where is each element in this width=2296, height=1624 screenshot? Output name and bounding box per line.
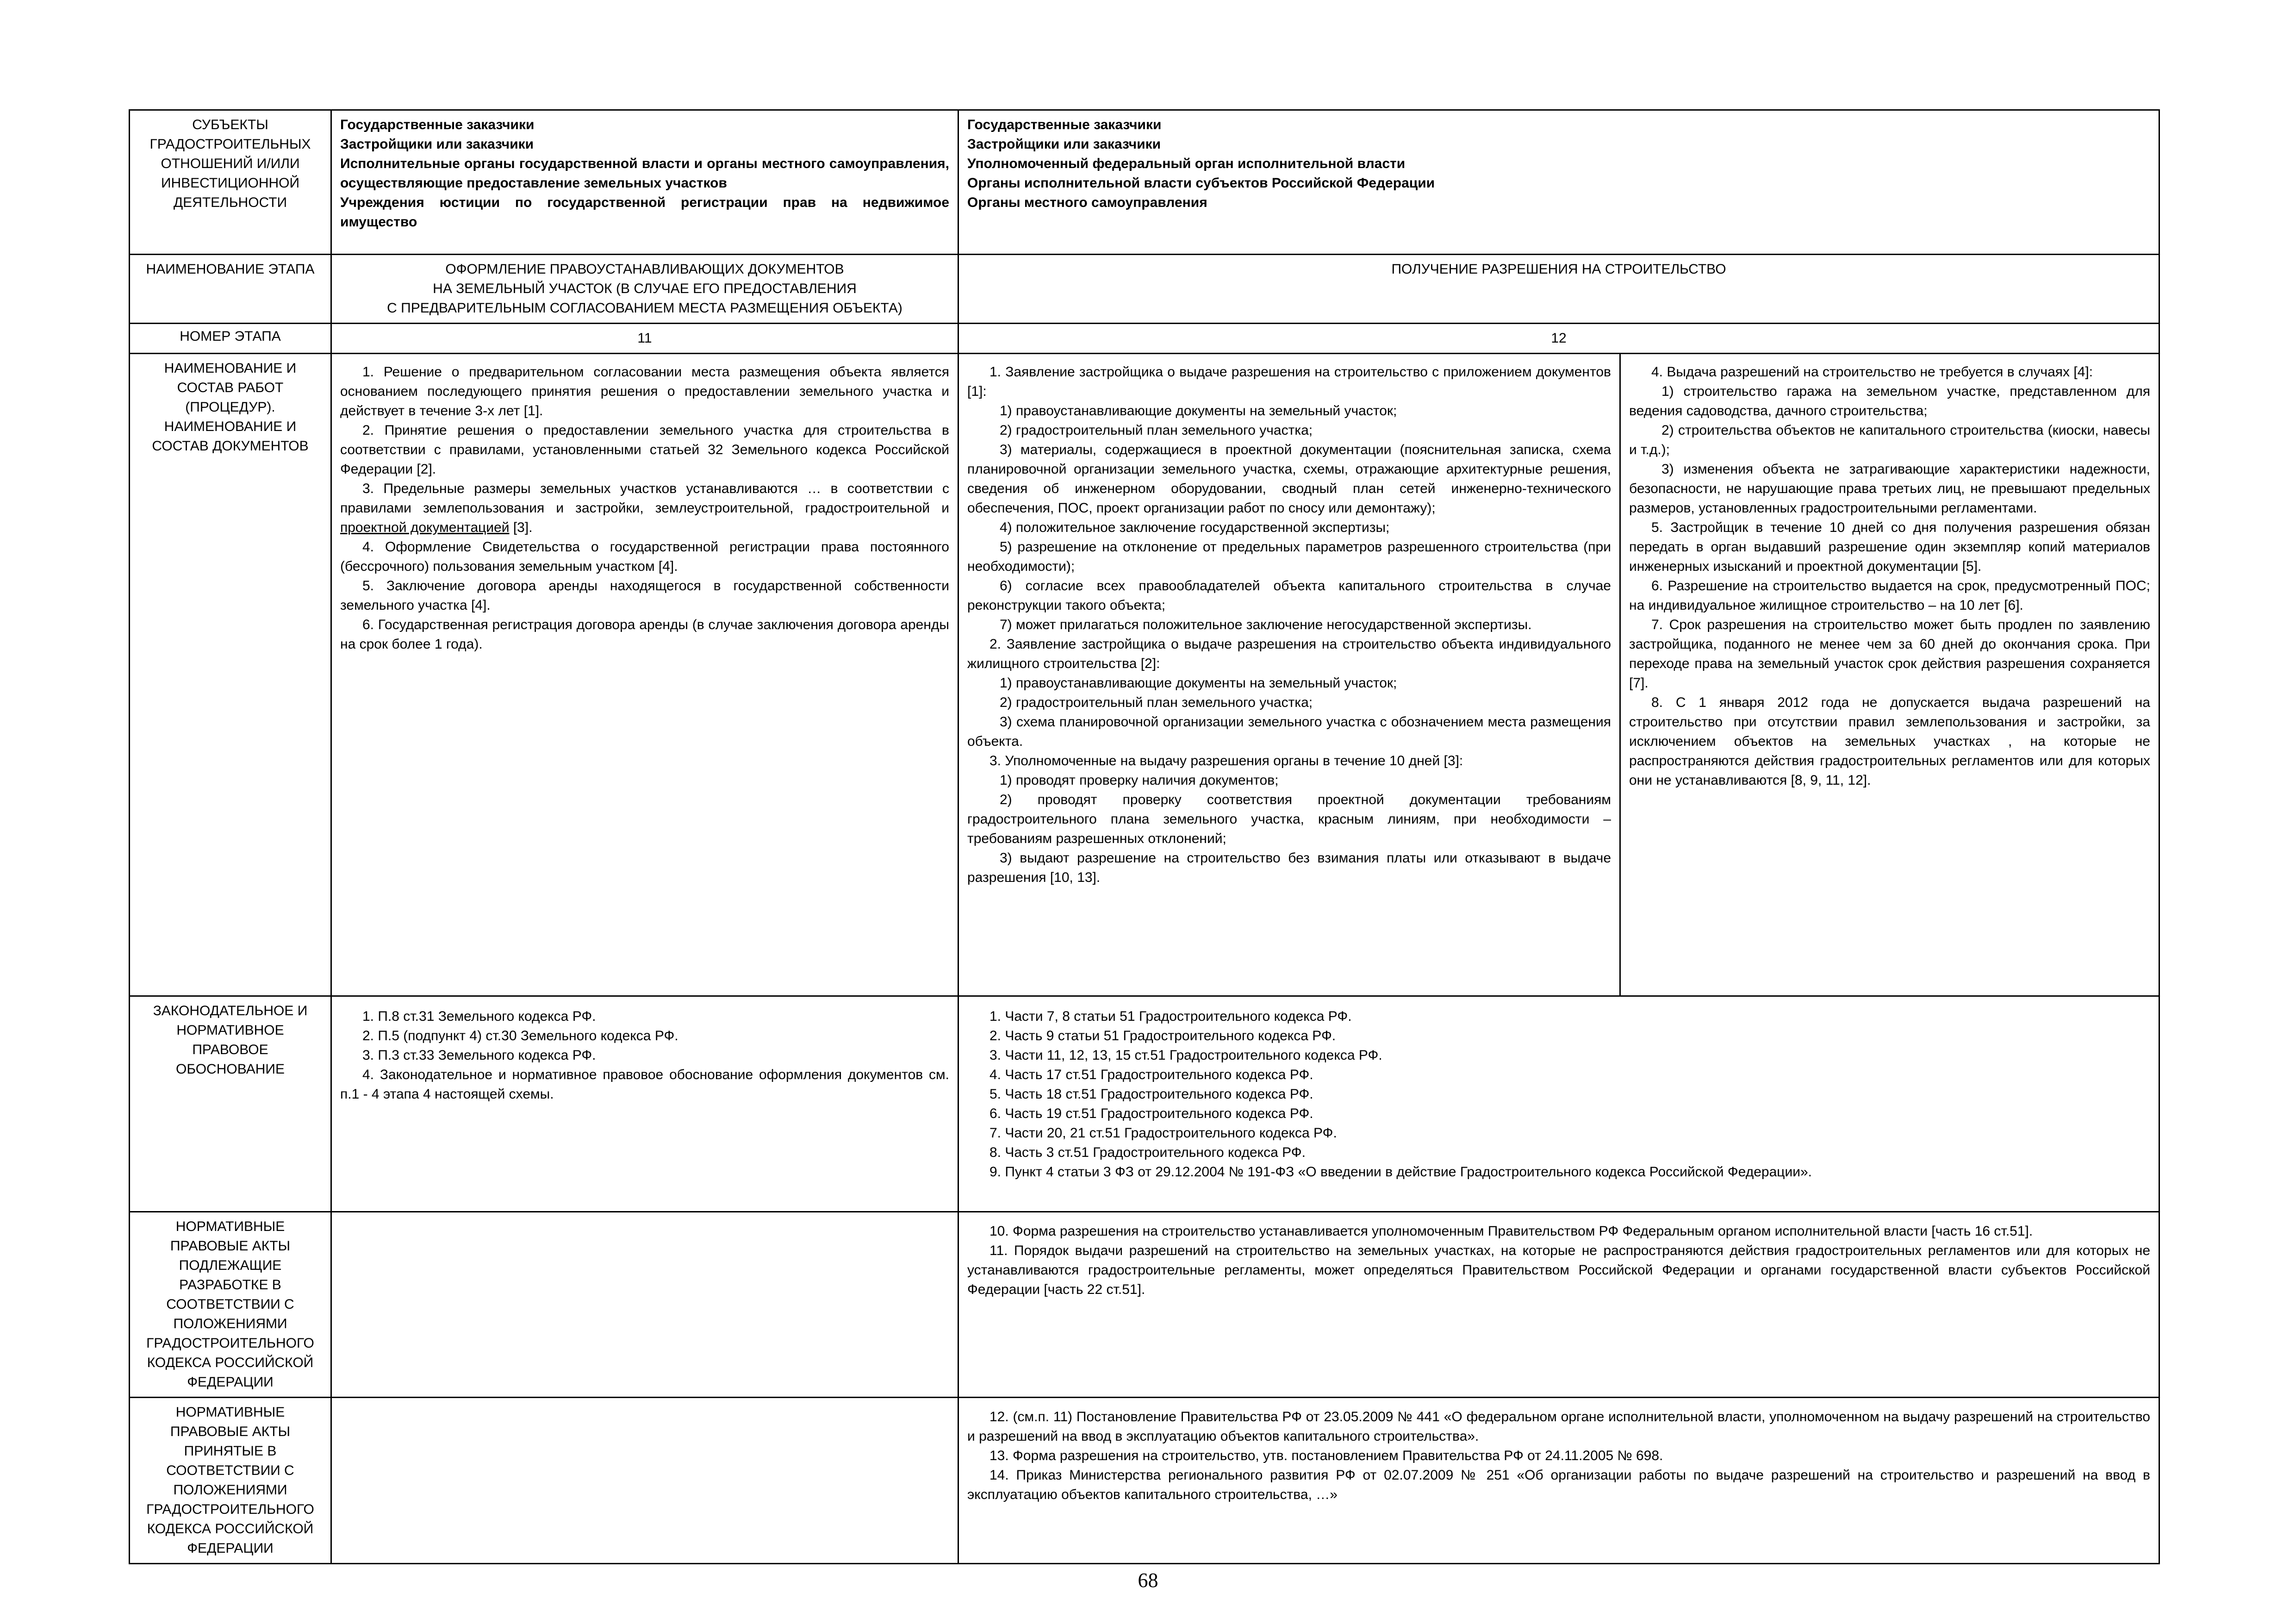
works-stage-12-permit-application bbox=[958, 354, 1620, 996]
works-item: 7. Срок разрешения на строительство может быть продлен по заявлению застройщика, поданного не менее чем за 60 дней до окончания срока. При переходе права на земельный участок срок действия разрешения сохраняется [7]. bbox=[1629, 617, 2150, 691]
legal-item: 8. Часть 3 ст.51 Градостроительного кодекса РФ. bbox=[989, 1145, 1306, 1160]
legal-item: 4. Часть 17 ст.51 Градостроительного кодекса РФ. bbox=[989, 1067, 1313, 1082]
act-item: 11. Порядок выдачи разрешений на строительство на земельных участках, на которые не распространяются действия градостроительных регламентов или для которых не устанавливаются градостроительные регламенты, может определяться Правительством Российской Федерации и органами государственной власти субъектов Российской Федерации [часть 22 ст.51]. bbox=[967, 1243, 2150, 1297]
works-item bbox=[340, 479, 949, 537]
act-item: 12. (см.п. 11) Постановление Правительства РФ от 23.05.2009 № 441 «О федеральном органе исполнительной власти, уполномоченном на выдачу разрешений на строительство и разрешений на ввод в эксплуатацию объектов капитального строительства». bbox=[967, 1409, 2150, 1444]
works-item: 2) проводят проверку соответствия проектной документации требованиям градостроительного плана земельного участка, красным линиям, при необходимости – требованиям разрешенных отклонений; bbox=[967, 792, 1611, 846]
row-stage-name bbox=[130, 255, 2159, 324]
legal-basis-11 bbox=[331, 996, 958, 1212]
row-label-stage-number: НОМЕР ЭТАПА bbox=[130, 324, 331, 354]
procedure-scheme-table bbox=[129, 109, 2160, 1564]
subject-line: Органы исполнительной власти субъектов Российской Федерации bbox=[967, 175, 1435, 191]
acts-adopted-11 bbox=[331, 1398, 958, 1564]
legal-item: 1. П.8 ст.31 Земельного кодекса РФ. bbox=[362, 1009, 596, 1024]
legal-item: 2. Часть 9 статьи 51 Градостроительного кодекса РФ. bbox=[989, 1028, 1336, 1043]
stage-name-12: ПОЛУЧЕНИЕ РАЗРЕШЕНИЯ НА СТРОИТЕЛЬСТВО bbox=[958, 255, 2159, 324]
works-text: [3]. bbox=[509, 520, 533, 535]
row-label-acts-adopted: НОРМАТИВНЫЕ ПРАВОВЫЕ АКТЫ ПРИНЯТЫЕ В СООТВЕТСТВИИ С ПОЛОЖЕНИЯМИ ГРАДОСТРОИТЕЛЬНОГО КОДЕКСА РОССИЙСКОЙ ФЕДЕРАЦИИ bbox=[130, 1398, 331, 1564]
legal-item: 9. Пункт 4 статьи 3 ФЗ от 29.12.2004 № 191-ФЗ «О введении в действие Градостроительного кодекса Российской Федерации». bbox=[989, 1164, 1812, 1180]
subject-line: Застройщики или заказчики bbox=[340, 137, 534, 152]
legal-item: 5. Часть 18 ст.51 Градостроительного кодекса РФ. bbox=[989, 1087, 1313, 1102]
works-item: 1) правоустанавливающие документы на земельный участок; bbox=[1000, 675, 1397, 691]
works-item: 1) проводят проверку наличия документов; bbox=[1000, 773, 1279, 788]
acts-to-develop-11 bbox=[331, 1212, 958, 1398]
row-stage-number bbox=[130, 324, 2159, 354]
row-label-stage-name: НАИМЕНОВАНИЕ ЭТАПА bbox=[130, 255, 331, 324]
legal-basis-12 bbox=[958, 996, 2159, 1212]
stage-number-11: 11 bbox=[331, 324, 958, 354]
page-number: 68 bbox=[1138, 1569, 1158, 1592]
act-item: 13. Форма разрешения на строительство, утв. постановлением Правительства РФ от 24.11.2005 № 698. bbox=[989, 1448, 1663, 1463]
works-item: 1. Решение о предварительном согласовании места размещения объекта является основанием последующего принятия решения о предоставлении земельного участка и действует в течение 3-х лет [1]. bbox=[340, 364, 949, 418]
legal-item: 1. Части 7, 8 статьи 51 Градостроительного кодекса РФ. bbox=[989, 1009, 1352, 1024]
row-label-subjects: СУБЪЕКТЫ ГРАДОСТРОИТЕЛЬНЫХ ОТНОШЕНИЙ И/ИЛИ ИНВЕСТИЦИОННОЙ ДЕЯТЕЛЬНОСТИ bbox=[130, 110, 331, 255]
row-label-legal-basis: ЗАКОНОДАТЕЛЬНОЕ И НОРМАТИВНОЕ ПРАВОВОЕ ОБОСНОВАНИЕ bbox=[130, 996, 331, 1212]
subjects-stage-11 bbox=[331, 110, 958, 255]
works-item: 4. Оформление Свидетельства о государственной регистрации права постоянного (бессрочного) пользования земельным участком [4]. bbox=[340, 539, 949, 574]
works-item: 1) строительство гаража на земельном участке, представленном для ведения садоводства, дачного строительства; bbox=[1629, 384, 2150, 418]
legal-item: 3. П.3 ст.33 Земельного кодекса РФ. bbox=[362, 1048, 596, 1063]
works-item: 6. Государственная регистрация договора аренды (в случае заключения договора аренды на срок более 1 года). bbox=[340, 617, 949, 652]
legal-item: 6. Часть 19 ст.51 Градостроительного кодекса РФ. bbox=[989, 1106, 1313, 1121]
row-legal-basis bbox=[130, 996, 2159, 1212]
row-acts-adopted bbox=[130, 1398, 2159, 1564]
subject-line: Органы местного самоуправления bbox=[967, 195, 1207, 210]
works-item: 3) изменения объекта не затрагивающие характеристики надежности, безопасности, не нарушающие права третьих лиц, не превышают предельных размеров, установленных градостроительными регламентами. bbox=[1629, 462, 2150, 516]
works-text: 3. Предельные размеры земельных участков устанавливаются … в соответствии с правилами землепользования и застройки, землеустроительной, градостроительной и bbox=[340, 481, 949, 516]
row-works bbox=[130, 354, 2159, 996]
act-item: 10. Форма разрешения на строительство устанавливается уполномоченным Правительством РФ Федеральным органом исполнительной власти [часть 16 ст.51]. bbox=[989, 1224, 2033, 1239]
row-subjects bbox=[130, 110, 2159, 255]
works-item: 2) градостроительный план земельного участка; bbox=[1000, 695, 1313, 710]
works-item: 1) правоустанавливающие документы на земельный участок; bbox=[1000, 403, 1397, 418]
works-stage-11 bbox=[331, 354, 958, 996]
works-item: 5. Застройщик в течение 10 дней со дня получения разрешения обязан передать в орган выдавший разрешение один экземпляр копий материалов инженерных изысканий и проектной документации [5]. bbox=[1629, 520, 2150, 574]
subject-line: Исполнительные органы государственной власти и органы местного самоуправления, осуществляющие предоставление земельных участков bbox=[340, 156, 949, 191]
legal-item: 2. П.5 (подпункт 4) ст.30 Земельного кодекса РФ. bbox=[362, 1028, 678, 1043]
works-item: 3) материалы, содержащиеся в проектной документации (пояснительная записка, схема планировочной организации земельного участка, схемы, отражающие архитектурные решения, сведения об инженерном оборудовании, сводный план сетей инженерно-технического обеспечения, ПОС, проект организации работ по сносу или демонтажу); bbox=[967, 442, 1611, 516]
legal-item: 4. Законодательное и нормативное правовое обоснование оформления документов см. п.1 - 4 этапа 4 настоящей схемы. bbox=[340, 1067, 949, 1102]
works-item: 7) может прилагаться положительное заключение негосударственной экспертизы. bbox=[1000, 617, 1532, 632]
stage-name-line: НА ЗЕМЕЛЬНЫЙ УЧАСТОК (В СЛУЧАЕ ЕГО ПРЕДОСТАВЛЕНИЯ bbox=[433, 281, 857, 296]
works-item: 8. С 1 января 2012 года не допускается выдача разрешений на строительство при отсутствии правил землепользования и застройки, за исключением объектов на земельных участках , на которые не распространяются действия градостроительных регламентов или для которых они не устанавливаются [8, 9, 11, 12]. bbox=[1629, 695, 2150, 788]
works-item: 4. Выдача разрешений на строительство не требуется в случаях [4]: bbox=[1651, 364, 2093, 380]
project-documentation-link: проектной документацией bbox=[340, 520, 510, 535]
works-item: 5) разрешение на отклонение от предельных параметров разрешенного строительства (при необходимости); bbox=[967, 539, 1611, 574]
row-label-works: НАИМЕНОВАНИЕ И СОСТАВ РАБОТ (ПРОЦЕДУР). НАИМЕНОВАНИЕ И СОСТАВ ДОКУМЕНТОВ bbox=[130, 354, 331, 996]
works-item: 6. Разрешение на строительство выдается на срок, предусмотренный ПОС; на индивидуальное жилищное строительство – на 10 лет [6]. bbox=[1629, 578, 2150, 613]
works-item: 5. Заключение договора аренды находящегося в государственной собственности земельного участка [4]. bbox=[340, 578, 949, 613]
row-label-acts-to-develop: НОРМАТИВНЫЕ ПРАВОВЫЕ АКТЫ ПОДЛЕЖАЩИЕ РАЗРАБОТКЕ В СООТВЕТСТВИИ С ПОЛОЖЕНИЯМИ ГРАДОСТРОИТЕЛЬНОГО КОДЕКСА РОССИЙСКОЙ ФЕДЕРАЦИИ bbox=[130, 1212, 331, 1398]
stage-name-line: ОФОРМЛЕНИЕ ПРАВОУСТАНАВЛИВАЮЩИХ ДОКУМЕНТОВ bbox=[445, 262, 844, 277]
subjects-stage-12 bbox=[958, 110, 2159, 255]
row-acts-to-develop bbox=[130, 1212, 2159, 1398]
works-item: 2. Заявление застройщика о выдаче разрешения на строительство объекта индивидуального жилищного строительства [2]: bbox=[967, 637, 1611, 671]
works-item: 2) градостроительный план земельного участка; bbox=[1000, 423, 1313, 438]
works-stage-12-permit-rules bbox=[1620, 354, 2159, 996]
acts-to-develop-12 bbox=[958, 1212, 2159, 1398]
works-item: 3) схема планировочной организации земельного участка с обозначением места размещения объекта. bbox=[967, 714, 1611, 749]
works-item: 3. Уполномоченные на выдачу разрешения органы в течение 10 дней [3]: bbox=[989, 753, 1463, 768]
works-item: 2. Принятие решения о предоставлении земельного участка для строительства в соответствии с правилами, установленными статьей 32 Земельного кодекса Российской Федерации [2]. bbox=[340, 423, 949, 477]
stage-name-11 bbox=[331, 255, 958, 324]
legal-item: 3. Части 11, 12, 13, 15 ст.51 Градостроительного кодекса РФ. bbox=[989, 1048, 1382, 1063]
stage-name-line: С ПРЕДВАРИТЕЛЬНЫМ СОГЛАСОВАНИЕМ МЕСТА РАЗМЕЩЕНИЯ ОБЪЕКТА) bbox=[387, 300, 902, 316]
legal-item: 7. Части 20, 21 ст.51 Градостроительного кодекса РФ. bbox=[989, 1125, 1337, 1141]
subject-line: Учреждения юстиции по государственной регистрации прав на недвижимое имущество bbox=[340, 195, 949, 230]
subject-line: Государственные заказчики bbox=[340, 117, 535, 132]
subject-line: Государственные заказчики bbox=[967, 117, 1162, 132]
works-item: 4) положительное заключение государственной экспертизы; bbox=[1000, 520, 1390, 535]
acts-adopted-12 bbox=[958, 1398, 2159, 1564]
works-item: 6) согласие всех правообладателей объекта капитального строительства в случае реконструкции такого объекта; bbox=[967, 578, 1611, 613]
subject-line: Застройщики или заказчики bbox=[967, 137, 1161, 152]
works-item: 1. Заявление застройщика о выдаче разрешения на строительство с приложением документов [1]: bbox=[967, 364, 1611, 399]
subject-line: Уполномоченный федеральный орган исполнительной власти bbox=[967, 156, 1406, 171]
act-item: 14. Приказ Министерства регионального развития РФ от 02.07.2009 № 251 «Об организации работы по выдаче разрешений на строительство и разрешений на ввод в эксплуатацию объектов капитального строительства, …» bbox=[967, 1468, 2150, 1502]
works-item: 3) выдают разрешение на строительство без взимания платы или отказывают в выдаче разрешения [10, 13]. bbox=[967, 850, 1611, 885]
works-item: 2) строительства объектов не капитального строительства (киоски, навесы и т.д.); bbox=[1629, 423, 2150, 457]
stage-number-12: 12 bbox=[958, 324, 2159, 354]
